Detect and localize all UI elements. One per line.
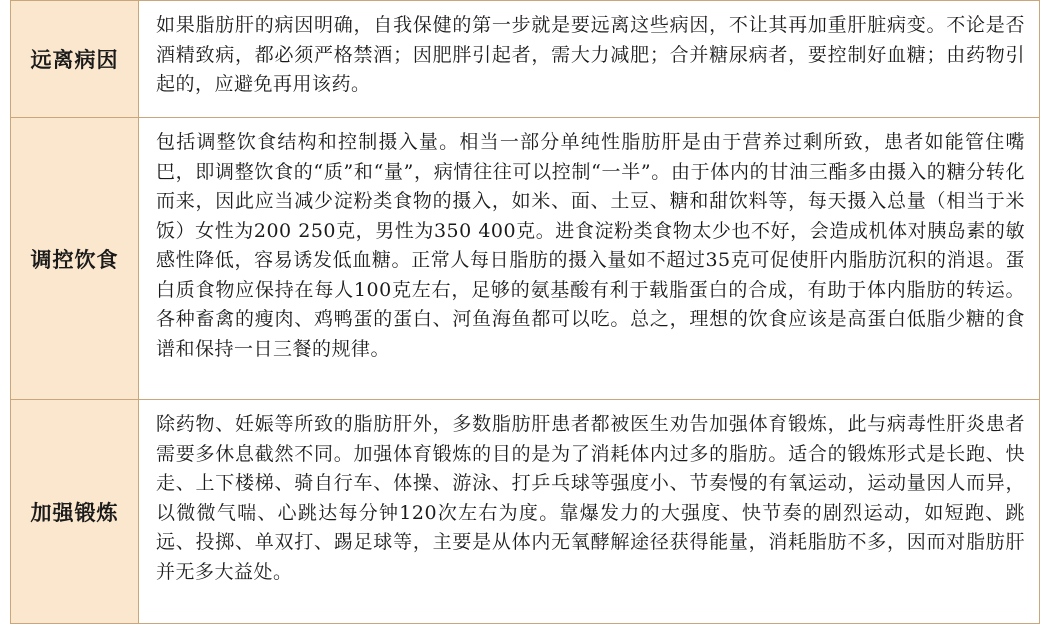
row-label-cell [11, 400, 139, 623]
row-text: 除药物、妊娠等所致的脂肪肝外，多数脂肪肝患者都被医生劝告加强体育锻炼，此与病毒性肝炎患者需要多休息截然不同。加强体育锻炼的目的是为了消耗体内过多的脂肪。适合的锻炼形式是长跑、快走、上下楼梯、骑自行车、体操、游泳、打乒乓球等强度小、节奏慢的有氧运动，运动量因人而异，以微微气喘、心跳达每分钟120次左右为度。靠爆发力的大强度、快节奏的剧烈运动，如短跑、跳远、投掷、单双打、踢足球等，主要是从体内无氧酵解途径获得能量，消耗脂肪不多，因而对脂肪肝并无多大益处。 [156, 413, 1025, 583]
row-content-cell [139, 118, 1039, 399]
row-text: 如果脂肪肝的病因明确，自我保健的第一步就是要远离这些病因，不让其再加重肝脏病变。不论是否酒精致病，都必须严格禁酒；因肥胖引起者，需大力减肥；合并糖尿病者，要控制好血糖；由药物引起的，应避免再用该药。 [156, 14, 1025, 95]
row-label-cell [11, 118, 139, 399]
row-content-cell [139, 1, 1039, 117]
row-label: 调控饮食 [30, 247, 119, 272]
row-label: 远离病因 [30, 48, 119, 72]
table-row [11, 118, 1039, 400]
row-text: 包括调整饮食结构和控制摄入量。相当一部分单纯性脂肪肝是由于营养过剩所致，患者如能管住嘴巴，即调整饮食的“质”和“量”，病情往往可以控制“一半”。由于体内的甘油三酯多由摄入的糖分转化而来，因此应当减少淀粉类食物的摄入，如米、面、土豆、糖和甜饮料等，每天摄入总量（相当于米饭）女性为200 250克，男性为350 400克。进食淀粉类食物太少也不好，会造成机体对胰岛素的敏感性降低，容易诱发低血糖。正常人每日脂肪的摄入量如不超过35克可促使肝内脂肪沉积的消退。蛋白质食物应保持在每人100克左右，足够的氨基酸有利于载脂蛋白的合成，有助于体内脂肪的转运。各种畜禽的瘦肉、鸡鸭蛋的蛋白、河鱼海鱼都可以吃。总之，理想的饮食应该是高蛋白低脂少糖的食谱和保持一日三餐的规律。 [156, 131, 1025, 360]
row-label-cell [11, 1, 139, 117]
table-row [11, 1, 1039, 118]
advice-table [10, 0, 1040, 624]
row-label: 加强锻炼 [30, 500, 119, 525]
table-row [11, 400, 1039, 623]
row-content-cell [139, 400, 1039, 623]
